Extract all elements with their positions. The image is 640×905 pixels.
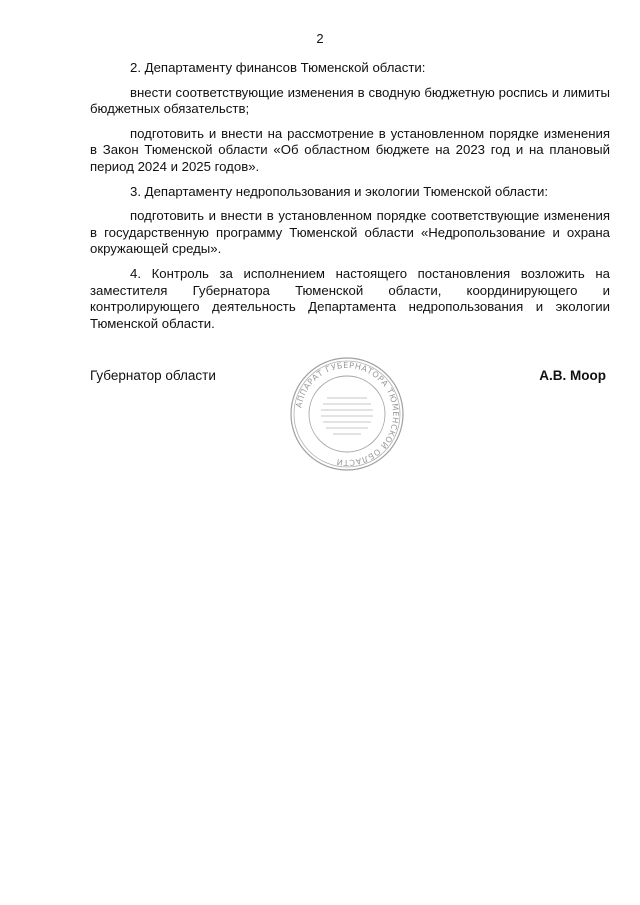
- paragraph-budget-changes: внести соответствующие изменения в сводную бюджетную роспись и лимиты бюджетных обязательств;: [90, 84, 610, 117]
- page-number: 2: [316, 31, 324, 46]
- signatory-name: А.В. Моор: [539, 368, 606, 383]
- paragraph-law-changes: подготовить и внести на рассмотрение в установленном порядке изменения в Закон Тюменской области «Об областном бюджете на 2023 год и на плановый период 2024 и 2025 годов».: [90, 125, 610, 174]
- paragraph-program-changes: подготовить и внести в установленном порядке соответствующие изменения в государственную программу Тюменской области «Недропользование и охрана окружающей среды».: [90, 208, 610, 257]
- signatory-title: Губернатор области: [90, 368, 216, 383]
- paragraph-subsoil-department: 3. Департаменту недропользования и экологии Тюменской области:: [130, 183, 548, 199]
- paragraph-finance-department: 2. Департаменту финансов Тюменской области:: [130, 60, 426, 75]
- document-body: [90, 60, 610, 340]
- paragraph-control: 4. Контроль за исполнением настоящего постановления возложить на заместителя Губернатора Тюменской области, координирующего и контролирующего деятельность Департамента недропользования и экологии Тюменской области.: [90, 265, 610, 331]
- official-seal-stamp: [289, 356, 405, 472]
- svg-text:АППАРАТ ГУБЕРНАТОРА ТЮМЕНСКОЙ: АППАРАТ ГУБЕРНАТОРА ТЮМЕНСКОЙ ОБЛАСТИ: [294, 360, 401, 468]
